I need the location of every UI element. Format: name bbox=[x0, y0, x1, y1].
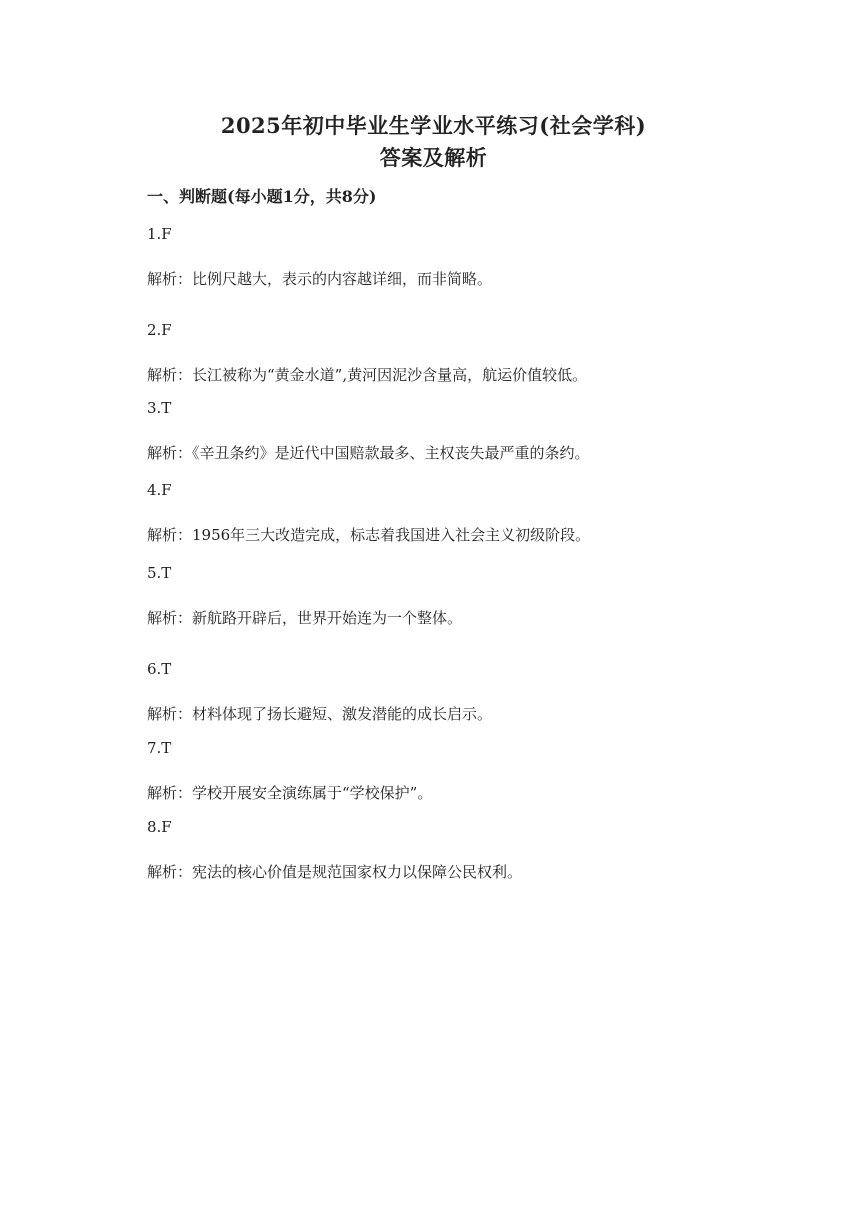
answer-item bbox=[147, 481, 767, 544]
answer-number: 5.T bbox=[147, 564, 172, 582]
answer-number: 2.F bbox=[147, 321, 172, 339]
answer-analysis: 解析：《辛丑条约》是近代中国赔款最多、主权丧失最严重的条约。 bbox=[147, 444, 590, 462]
answer-analysis: 解析：比例尺越大，表示的内容越详细，而非简略。 bbox=[147, 270, 493, 288]
document-title: 2025年初中毕业生学业水平练习(社会学科) bbox=[220, 113, 647, 138]
answer-number: 7.T bbox=[147, 739, 172, 757]
answer-item bbox=[147, 399, 767, 462]
answer-analysis: 解析：长江被称为“黄金水道”,黄河因泥沙含量高，航运价值较低。 bbox=[147, 366, 588, 384]
answer-item bbox=[147, 660, 767, 723]
answer-number: 3.T bbox=[147, 399, 172, 417]
answer-item bbox=[147, 321, 767, 384]
answer-item bbox=[147, 225, 767, 288]
answer-item bbox=[147, 564, 767, 627]
answer-number: 8.F bbox=[147, 818, 172, 836]
answer-number: 1.F bbox=[147, 225, 172, 243]
answer-item bbox=[147, 818, 767, 881]
answer-number: 4.F bbox=[147, 481, 172, 499]
answer-analysis: 解析：材料体现了扬长避短、激发潜能的成长启示。 bbox=[147, 705, 493, 723]
section-heading: 一、判断题(每小题1分，共8分) bbox=[147, 187, 377, 206]
answer-item bbox=[147, 739, 767, 802]
answer-analysis: 解析：1956年三大改造完成，标志着我国进入社会主义初级阶段。 bbox=[147, 526, 591, 544]
answer-analysis: 解析：新航路开辟后，世界开始连为一个整体。 bbox=[147, 609, 463, 627]
answer-analysis: 解析：宪法的核心价值是规范国家权力以保障公民权利。 bbox=[147, 863, 523, 881]
answer-analysis: 解析：学校开展安全演练属于“学校保护”。 bbox=[147, 784, 433, 802]
answer-number: 6.T bbox=[147, 660, 172, 678]
document-subtitle: 答案及解析 bbox=[379, 145, 488, 170]
